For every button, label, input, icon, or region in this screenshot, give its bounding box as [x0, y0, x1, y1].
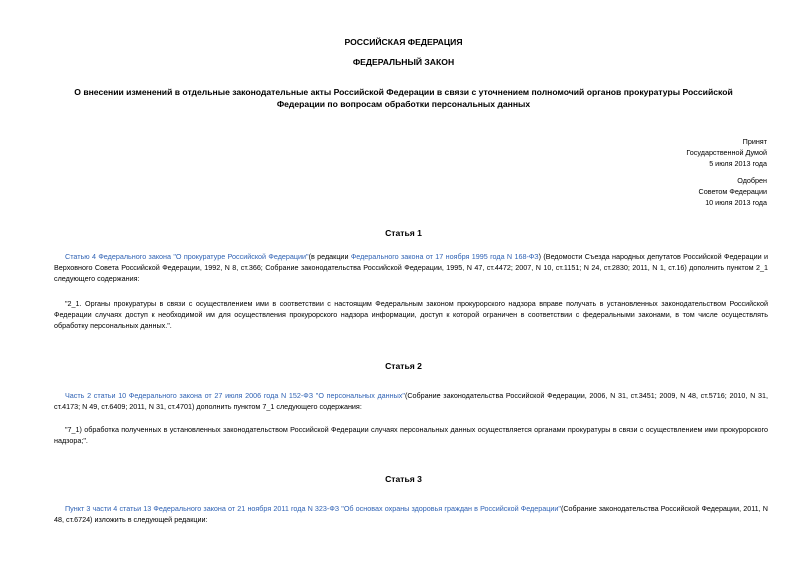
article-2-paragraph	[54, 390, 768, 412]
article-3-paragraph	[54, 503, 768, 525]
article-3-text-part-1: (Собрание законодательства Российской Федерации, 2011, N 48, ст.6724) изложить в следующей редакции:	[54, 504, 769, 524]
adopted-date: 5 июля 2013 года	[709, 159, 767, 168]
article-1-link-prosecutor-law[interactable]: Статью 4 Федерального закона "О прокуратуре Российской Федерации"	[65, 252, 309, 261]
article-2-heading: Статья 2	[385, 361, 422, 371]
article-1-heading: Статья 1	[385, 228, 422, 238]
approved-label: Одобрен	[737, 176, 767, 185]
adopted-label: Принят	[742, 137, 767, 146]
article-1-link-amendment[interactable]: Федерального закона от 17 ноября 1995 года N 168-ФЗ	[350, 252, 539, 261]
approved-date: 10 июля 2013 года	[705, 198, 767, 207]
approved-body: Советом Федерации	[698, 187, 767, 196]
law-title-line-1: О внесении изменений в отдельные законодательные акты Российской Федерации в связи с уточнением полномочий органов прокуратуры Российской	[74, 87, 733, 97]
law-type-heading: ФЕДЕРАЛЬНЫЙ ЗАКОН	[352, 57, 455, 67]
article-1-text-part-2: ) (Ведомости Съезда народных депутатов Российской Федерации и Верховного Совета Российской Федерации, 1992, N 8, ст.366; Собрание законодательства Российской Федерации, 1995, N 47, ст.4472; 2007, N 10, ст.1151; N 24, ст.2830; 2011, N 1, ст.16) дополнить пунктом 2_1 следующего содержания:	[54, 252, 768, 283]
approved-block	[567, 175, 767, 208]
law-title-line-2: Федерации по вопросам обработки персональных данных	[276, 99, 531, 109]
article-3-link-health-law[interactable]: Пункт 3 части 4 статьи 13 Федерального закона от 21 ноября 2011 года N 323-ФЗ "Об основах охраны здоровья граждан в Российской Федерации"	[65, 504, 561, 513]
law-title	[40, 86, 767, 110]
adopted-body: Государственной Думой	[686, 148, 767, 157]
article-1-text-part-1: (в редакции	[308, 252, 351, 261]
adopted-block	[567, 136, 767, 169]
article-2-link-personal-data-law[interactable]: Часть 2 статьи 10 Федерального закона от 27 июля 2006 года N 152-ФЗ "О персональных данных"	[65, 391, 405, 400]
article-2-quote: "7_1) обработка полученных в установленных законодательством Российской Федерации случаях персональных данных осуществляется органами прокуратуры в связи с осуществлением ими прокурорского надзора;".	[54, 425, 768, 445]
article-3-heading: Статья 3	[385, 474, 422, 484]
article-1-quote: "2_1. Органы прокуратуры в связи с осуществлением ими в соответствии с настоящим Федеральным законом прокурорского надзора вправе получать в установленных законодательством Российской Федерации случаях доступ к необходимой им для осуществления прокурорского надзора информации, доступ к которой ограничен в соответствии с федеральными законами, в том числе осуществлять обработку персональных данных.".	[54, 299, 768, 330]
article-1-paragraph	[54, 251, 768, 284]
article-2-text-part-1: (Собрание законодательства Российской Федерации, 2006, N 31, ст.3451; 2009, N 48, ст.5716; 2010, N 31, ст.4173; N 49, ст.6409; 2011, N 31, ст.4701) дополнить пунктом 7_1 следующего содержания:	[54, 391, 768, 411]
country-heading: РОССИЙСКАЯ ФЕДЕРАЦИЯ	[344, 37, 463, 47]
